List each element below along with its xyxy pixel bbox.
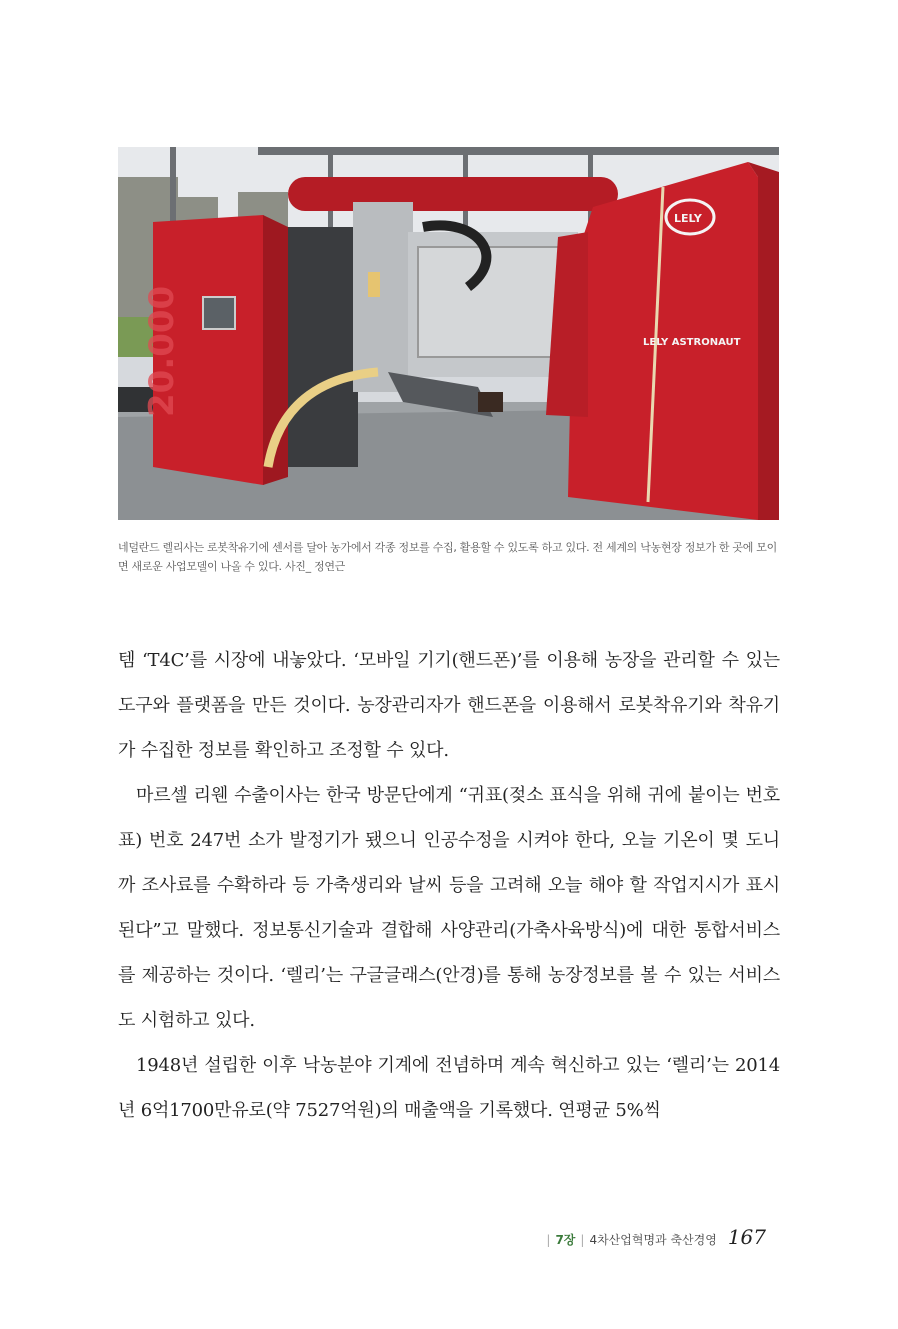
paragraph-1: 템 ‘T4C’를 시장에 내놓았다. ‘모바일 기기(핸드폰)’를 이용해 농장을 관리할 수 있는 도구와 플랫폼을 만든 것이다. 농장관리자가 핸드폰을 이용해서 로봇착유기와 착유기가 수집한 정보를 확인하고 조정할 수 있다. xyxy=(118,650,780,761)
footer-divider: | xyxy=(580,1233,585,1247)
page-footer xyxy=(546,1225,766,1249)
photo-caption: 네덜란드 렐리사는 로봇착유기에 센서를 달아 농가에서 각종 정보를 수집, 활용할 수 있도록 하고 있다. 전 세계의 낙농현장 정보가 한 곳에 모이면 새로운 사업모델이 나올 수 있다. 사진_ 정연근 xyxy=(118,541,777,573)
machine-right-brand: LELY ASTRONAUT xyxy=(643,337,741,348)
lely-logo: LELY xyxy=(674,212,702,225)
paragraph-3: 1948년 설립한 이후 낙농분야 기계에 전념하며 계속 혁신하고 있는 ‘렐리’는 2014년 6억1700만유로(약 7527억원)의 매출액을 기록했다. 연평균 5%씩 xyxy=(118,1055,780,1121)
machine-left-print: 20.000 xyxy=(142,285,182,417)
body-text xyxy=(118,638,780,1133)
robot-milker-photo xyxy=(118,147,779,520)
footer-chapter: 7장 xyxy=(555,1233,576,1247)
paragraph-2: 마르셀 리웬 수출이사는 한국 방문단에게 “귀표(젖소 표식을 위해 귀에 붙이는 번호표) 번호 247번 소가 발정기가 됐으니 인공수정을 시켜야 한다, 오늘 기온이 몇 도니까 조사료를 수확하라 등 가축생리와 날씨 등을 고려해 오늘 해야 할 작업지시가 표시된다”고 말했다. 정보통신기술과 결합해 사양관리(가축사육방식)에 대한 통합서비스를 제공하는 것이다. ‘렐리’는 구글글래스(안경)를 통해 농장정보를 볼 수 있는 서비스도 시험하고 있다. xyxy=(118,785,780,1031)
page-number: 167 xyxy=(727,1225,766,1249)
footer-title: 4차산업혁명과 축산경영 xyxy=(589,1233,717,1247)
footer-divider: | xyxy=(546,1233,551,1247)
